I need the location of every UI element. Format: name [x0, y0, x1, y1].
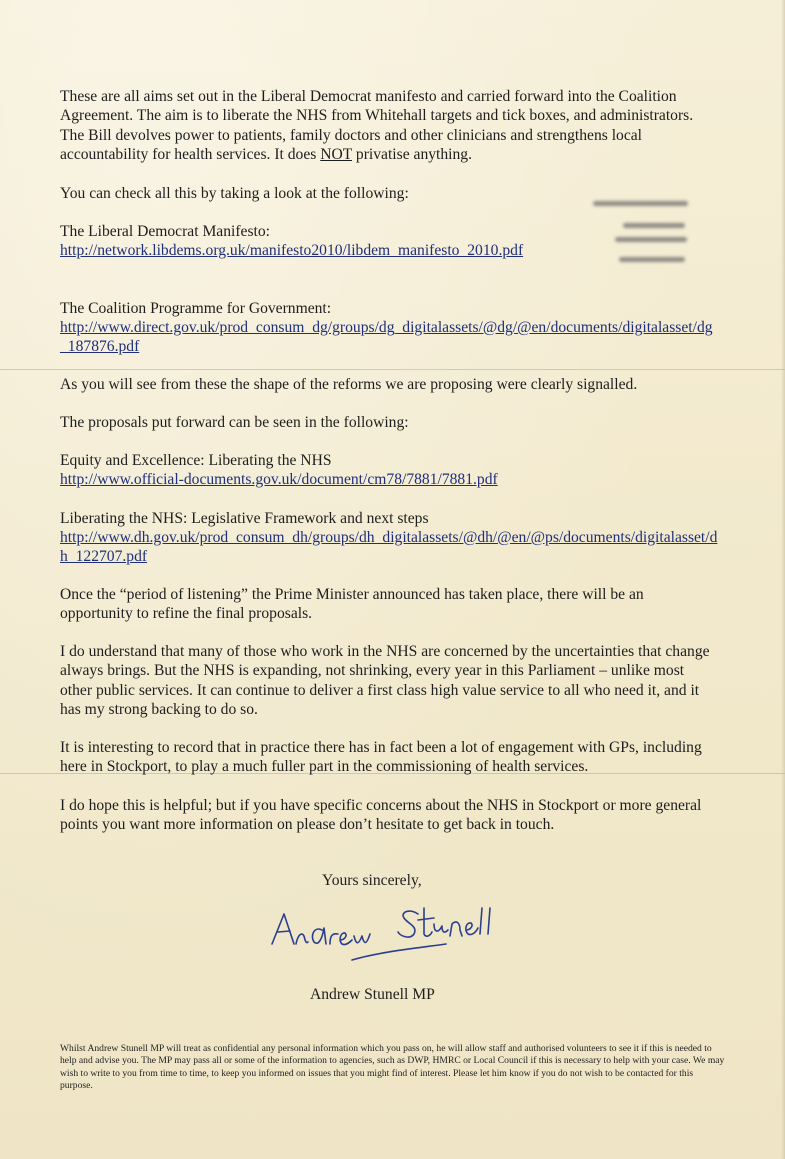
paper-fold-line — [0, 369, 785, 370]
manifesto-label: The Liberal Democrat Manifesto: — [60, 223, 270, 240]
legislative-link[interactable]: http://www.dh.gov.uk/prod_consum_dh/groups/dh_digitalassets/@dh/@en/@ps/documents/digitalasset/dh_122707.pdf — [60, 529, 718, 566]
emphasis-not: NOT — [320, 146, 353, 164]
coalition-label: The Coalition Programme for Government: — [60, 300, 332, 317]
coalition-link[interactable]: http://www.direct.gov.uk/prod_consum_dg/groups/dg_digitalassets/@dg/@en/documents/digitalasset/dg_187876.pdf — [60, 319, 713, 356]
manifesto-link[interactable]: http://network.libdems.org.uk/manifesto2010/libdem_manifesto_2010.pdf — [60, 242, 524, 259]
handwritten-signature — [268, 900, 498, 970]
redacted-address — [585, 195, 695, 270]
paragraph-understand: I do understand that many of those who work in the NHS are concerned by the uncertainties that change always brings. But the NHS is expanding, not shrinking, every year in this Parliament – unlike most other public services. It can continue to deliver a first class high value service to all who need it, and it has my strong backing to do so. — [60, 643, 710, 719]
check-intro: You can check all this by taking a look at the following: — [60, 185, 409, 202]
paragraph-engagement: It is interesting to record that in practice there has in fact been a lot of engagement with GPs, including here in Stockport, to play a much fuller part in the commissioning of health services. — [60, 739, 702, 776]
paper-edge — [781, 0, 785, 1159]
proposals-intro: The proposals put forward can be seen in the following: — [60, 414, 409, 431]
privacy-notice: Whilst Andrew Stunell MP will treat as confidential any personal information which you pass on, he will allow staff and authorised volunteers to see it if this is needed to help and advise you. The MP may pass all or some of the information to agencies, such as DWP, HMRC or Local Council if this is necessary to help with your case. We may wish to write to you from time to time, to keep you informed on issues that you might find of interest. Please let him know if you do not wish to be contacted for this purpose. — [60, 1043, 725, 1091]
paragraph-aims: These are all aims set out in the Liberal Democrat manifesto and carried forward into the Coalition Agreement. The aim is to liberate the NHS from Whitehall targets and tick boxes, and administrators. The Bill devolves power to patients, family doctors and other clinicians and strengthens local accountability for health services. It does NOT privatise anything. — [60, 88, 694, 164]
legislative-label: Liberating the NHS: Legislative Framework and next steps — [60, 510, 429, 527]
equity-label: Equity and Excellence: Liberating the NHS — [60, 452, 332, 469]
signatory-name: Andrew Stunell MP — [310, 986, 435, 1003]
closing-line: Yours sincerely, — [322, 872, 422, 889]
reforms-signalled: As you will see from these the shape of the reforms we are proposing were clearly signalled. — [60, 376, 638, 393]
paragraph-helpful: I do hope this is helpful; but if you have specific concerns about the NHS in Stockport or more general points you want more information on please don’t hesitate to get back in touch. — [60, 797, 702, 834]
paragraph-listening: Once the “period of listening” the Prime Minister announced has taken place, there will be an opportunity to refine the final proposals. — [60, 586, 644, 623]
equity-link[interactable]: http://www.official-documents.gov.uk/document/cm78/7881/7881.pdf — [60, 471, 498, 488]
